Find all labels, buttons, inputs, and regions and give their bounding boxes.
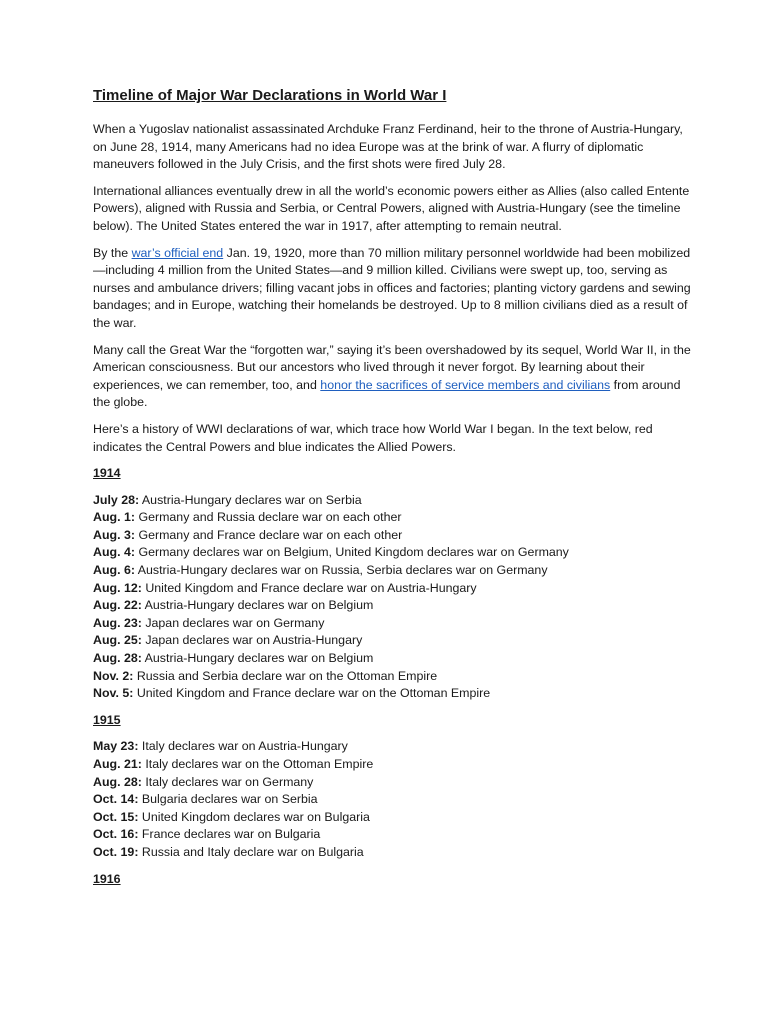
- event-text: Germany and Russia declare war on each other: [135, 510, 402, 525]
- timeline: [93, 465, 693, 888]
- event-item: [93, 774, 693, 792]
- event-item: [93, 668, 693, 686]
- event-text: Italy declares war on Germany: [141, 774, 314, 789]
- intro-paragraphs: [93, 121, 693, 456]
- event-text: Italy declares war on the Ottoman Empire: [141, 757, 374, 771]
- event-text: Austria-Hungary declares war on Belgium: [141, 598, 374, 613]
- event-item: [93, 826, 693, 844]
- event-item: [93, 615, 693, 633]
- event-text: France declares war on Bulgaria: [138, 827, 321, 842]
- event-date: Aug. 21:: [93, 757, 142, 771]
- event-text: United Kingdom declares war on Bulgaria: [138, 809, 370, 824]
- event-item: [93, 756, 693, 774]
- event-text: Austria-Hungary declares war on Russia, Serbia declares war on Germany: [135, 563, 548, 578]
- event-date: Oct. 14:: [93, 792, 139, 807]
- event-date: Oct. 19:: [93, 844, 139, 859]
- event-text: Germany declares war on Belgium, United Kingdom declares war on Germany: [135, 545, 569, 560]
- event-date: Aug. 23:: [93, 615, 142, 630]
- event-date: Nov. 5:: [93, 686, 134, 701]
- document-title: Timeline of Major War Declarations in World War I: [93, 87, 447, 104]
- paragraph-text: Here’s a history of WWI declarations of war, which trace how World War I began. In the text below, red indicates the Central Powers and blue indicates the Allied Powers.: [93, 421, 653, 454]
- paragraph-text: from around the globe.: [93, 377, 681, 410]
- paragraph: [93, 183, 693, 236]
- paragraph-text: Jan. 19, 1920, more than 70 million military personnel worldwide had been mobilized—including 4 million from the United States—and 9 million killed. Civilians were swept up, too, serving as nurses and ambulance drivers; filling vacant jobs in offices and factories; planting victory gardens and sewing bandages; and in Europe, watching their homelands be destroyed. Up to 8 million civilians died as a result of the war.: [93, 245, 691, 330]
- event-date: Oct. 15:: [93, 809, 139, 824]
- event-date: Oct. 16:: [93, 827, 139, 842]
- paragraph-text: Many call the Great War the “forgotten war,” saying it’s been overshadowed by its sequel, World War II, in the American consciousness. But our ancestors who lived through it never forgot. By learning about their experiences, we can remember, too, and: [93, 342, 691, 392]
- event-text: Austria-Hungary declares war on Serbia: [139, 492, 362, 507]
- event-date: Aug. 28:: [93, 774, 142, 789]
- event-text: United Kingdom and France declare war on the Ottoman Empire: [133, 686, 491, 701]
- event-text: Russia and Serbia declare war on the Ottoman Empire: [133, 668, 438, 683]
- event-item: [93, 562, 693, 580]
- event-item: [93, 685, 693, 703]
- paragraph: [93, 245, 693, 333]
- event-item: [93, 509, 693, 527]
- event-text: United Kingdom and France declare war on Austria-Hungary: [141, 580, 477, 595]
- event-date: Aug. 12:: [93, 580, 142, 595]
- document-page: [93, 86, 693, 897]
- year-heading: 1916: [93, 871, 121, 886]
- event-list: [93, 738, 693, 861]
- paragraph: [93, 421, 693, 456]
- event-item: [93, 632, 693, 650]
- year-heading: 1914: [93, 466, 121, 481]
- event-text: Austria-Hungary declares war on Belgium: [141, 651, 374, 666]
- event-date: Aug. 25:: [93, 633, 142, 648]
- event-text: Bulgaria declares war on Serbia: [138, 792, 318, 807]
- event-list: [93, 492, 693, 703]
- inline-link[interactable]: honor the sacrifices of service members and civilians: [320, 377, 611, 392]
- event-item: [93, 650, 693, 668]
- event-item: [93, 580, 693, 598]
- event-text: Germany and France declare war on each other: [135, 527, 403, 542]
- event-item: [93, 791, 693, 809]
- paragraph-text: International alliances eventually drew in all the world’s economic powers either as Allies (also called Entente Powers), aligned with Russia and Serbia, or Central Powers, aligned with Austria-Hungary (see the timeline below). The United States entered the war in 1917, after attempting to remain neutral.: [93, 183, 690, 233]
- event-date: July 28:: [93, 492, 140, 507]
- year-heading: 1915: [93, 712, 121, 727]
- inline-link[interactable]: war’s official end: [131, 245, 224, 260]
- event-date: Nov. 2:: [93, 668, 134, 683]
- event-item: [93, 809, 693, 827]
- event-text: Japan declares war on Germany: [141, 615, 325, 630]
- event-date: Aug. 4:: [93, 545, 135, 560]
- event-item: [93, 492, 693, 510]
- event-date: Aug. 6:: [93, 563, 135, 578]
- event-item: [93, 844, 693, 862]
- event-text: Italy declares war on Austria-Hungary: [138, 739, 348, 754]
- event-item: [93, 527, 693, 545]
- event-date: Aug. 1:: [93, 510, 135, 525]
- event-date: Aug. 22:: [93, 598, 142, 613]
- paragraph-text: By the: [93, 245, 132, 260]
- event-text: Japan declares war on Austria-Hungary: [141, 633, 363, 648]
- event-date: Aug. 28:: [93, 651, 142, 666]
- event-item: [93, 738, 693, 756]
- paragraph-text: When a Yugoslav nationalist assassinated Archduke Franz Ferdinand, heir to the throne of Austria-Hungary, on June 28, 1914, many Americans had no idea Europe was at the brink of war. A flurry of diplomatic maneuvers followed in the July Crisis, and the first shots were fired July 28.: [93, 122, 683, 172]
- paragraph: [93, 342, 693, 412]
- event-item: [93, 597, 693, 615]
- event-date: May 23:: [93, 739, 139, 754]
- event-date: Aug. 3:: [93, 527, 135, 542]
- event-item: [93, 544, 693, 562]
- paragraph: [93, 121, 693, 174]
- event-text: Russia and Italy declare war on Bulgaria: [138, 844, 364, 859]
